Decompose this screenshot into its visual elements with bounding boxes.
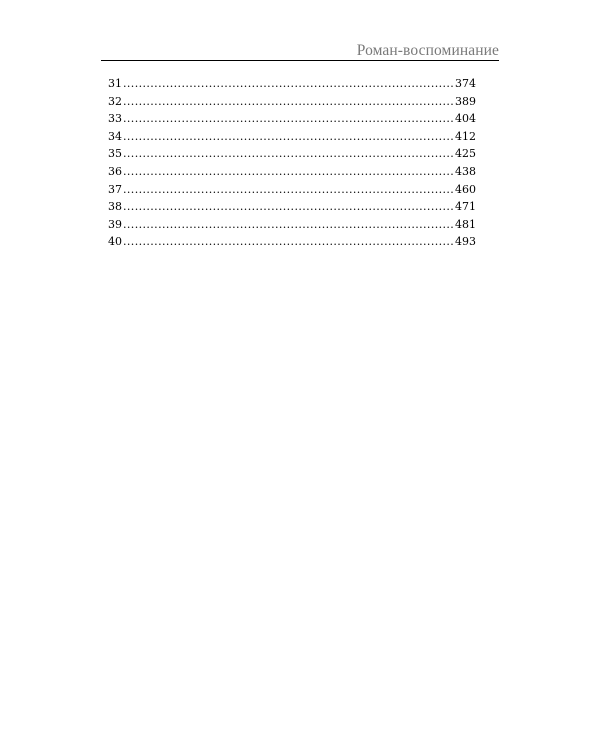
toc-chapter-number: 32 <box>108 94 122 108</box>
toc-dot-leader <box>123 110 454 128</box>
toc-chapter-number: 37 <box>108 182 122 196</box>
toc-entry <box>108 93 476 111</box>
toc-chapter-number: 38 <box>108 200 122 214</box>
toc-dot-leader <box>123 233 454 251</box>
toc-page-number: 389 <box>455 94 476 108</box>
toc-chapter-number: 40 <box>108 235 122 249</box>
toc-dot-leader <box>123 181 454 199</box>
running-header <box>101 40 499 61</box>
running-header-title: Роман-воспоминание <box>356 42 499 59</box>
toc-page-number: 404 <box>455 112 476 126</box>
toc-chapter-number: 39 <box>108 217 122 231</box>
toc-entry <box>108 163 476 181</box>
toc-dot-leader <box>123 145 454 163</box>
toc-chapter-number: 33 <box>108 112 122 126</box>
toc-dot-leader <box>123 163 454 181</box>
toc-entry <box>108 181 476 199</box>
toc-entry <box>108 110 476 128</box>
toc-page-number: 460 <box>455 182 476 196</box>
toc-page-number: 481 <box>455 217 476 231</box>
toc-entry <box>108 75 476 93</box>
toc-dot-leader <box>123 93 454 111</box>
toc-dot-leader <box>123 216 454 234</box>
toc-dot-leader <box>123 128 454 146</box>
toc-dot-leader <box>123 75 454 93</box>
toc-entry <box>108 128 476 146</box>
toc-chapter-number: 34 <box>108 129 122 143</box>
toc-chapter-number: 36 <box>108 164 122 178</box>
toc-entry <box>108 216 476 234</box>
table-of-contents <box>108 75 476 251</box>
toc-entry <box>108 145 476 163</box>
toc-entry <box>108 198 476 216</box>
toc-dot-leader <box>123 198 454 216</box>
toc-chapter-number: 35 <box>108 147 122 161</box>
toc-page-number: 438 <box>455 164 476 178</box>
toc-page-number: 471 <box>455 200 476 214</box>
toc-page-number: 374 <box>455 77 476 90</box>
toc-entry <box>108 233 476 251</box>
toc-page-number: 493 <box>455 235 476 249</box>
toc-page-number: 425 <box>455 147 476 161</box>
toc-page-number: 412 <box>455 129 476 143</box>
toc-chapter-number: 31 <box>108 77 122 90</box>
